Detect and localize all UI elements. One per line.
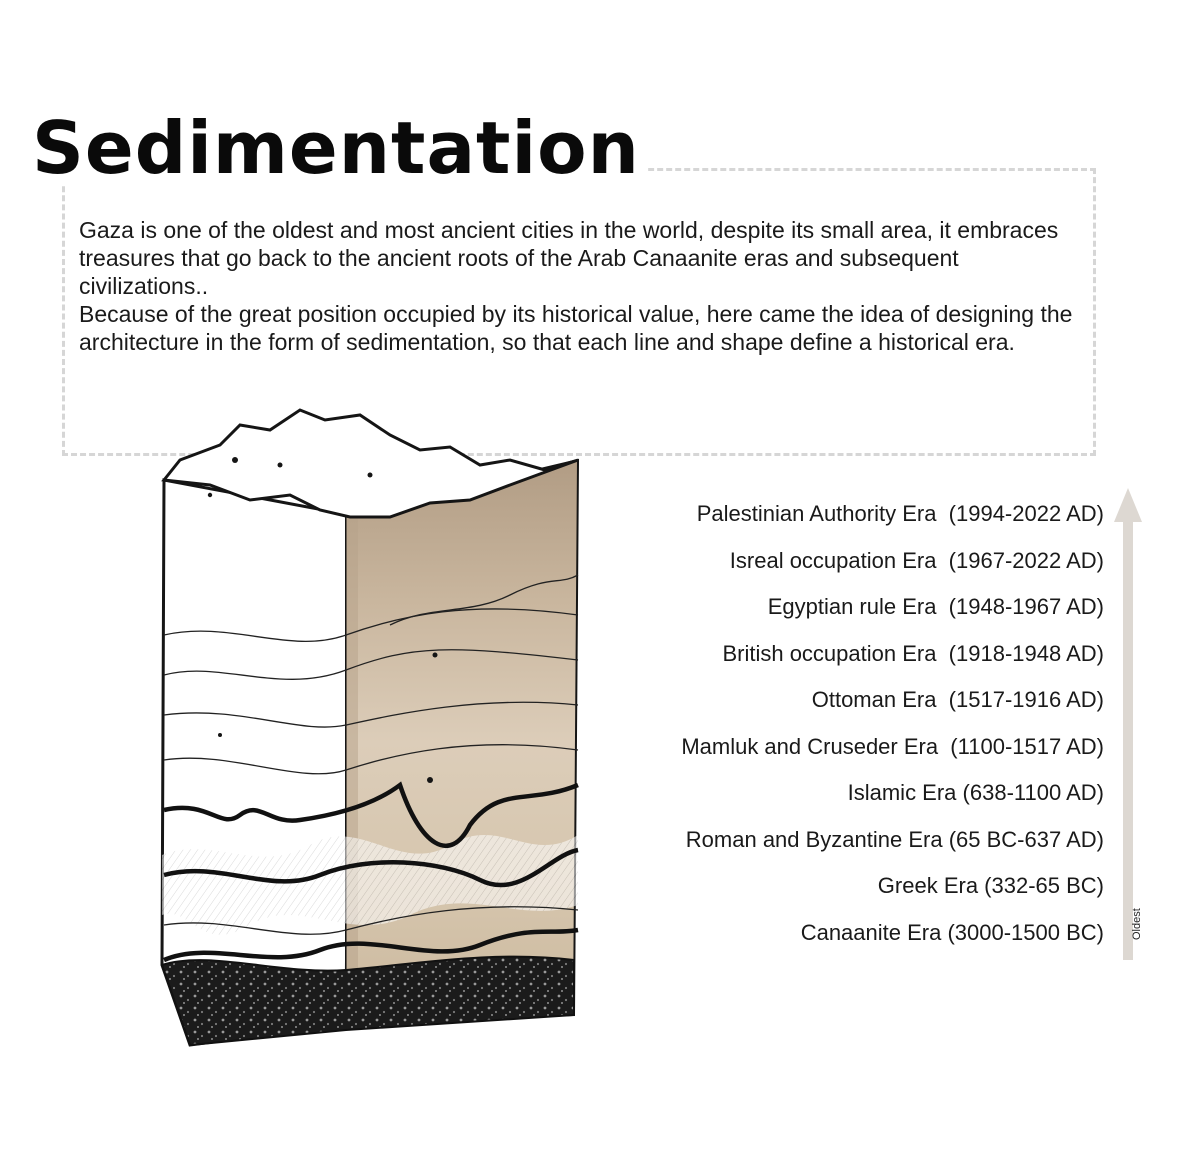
era-item: British occupation Era (1918-1948 AD) [722,640,1104,666]
era-item: Canaanite Era (3000-1500 BC) [800,919,1104,945]
era-item: Greek Era (332-65 BC) [877,873,1104,898]
gravel-base [162,957,574,1045]
sediment-column-illustration [150,405,590,1075]
description-paragraph-2: Because of the great position occupied by its historical value, here came the idea of designing the architecture in the form of sedimentation, so that each line and shape define a historical era. [79,301,1073,355]
era-item: Isreal occupation Era (1967-2022 AD) [729,547,1104,573]
era-item: Roman and Byzantine Era (65 BC-637 AD) [685,826,1104,852]
era-item: Ottoman Era (1517-1916 AD) [811,687,1104,712]
description-text [79,216,1089,356]
era-item: Islamic Era (638-1100 AD) [847,780,1104,805]
era-item: Mamluk and Cruseder Era (1100-1517 AD) [681,733,1104,759]
era-item: Egyptian rule Era (1948-1967 AD) [767,594,1104,619]
era-list [544,496,1104,961]
page-title: Sedimentation [32,112,646,184]
timeline-oldest-label: Oldest [1131,908,1143,940]
description-paragraph-1: Gaza is one of the oldest and most ancient cities in the world, despite its small area, it embraces treasures that go back to the ancient roots of the Arab Canaanite eras and subsequent civilizations.. [79,217,1059,299]
era-item: Palestinian Authority Era (1994-2022 AD) [696,501,1104,526]
timeline-arrow-icon [1114,488,1142,960]
